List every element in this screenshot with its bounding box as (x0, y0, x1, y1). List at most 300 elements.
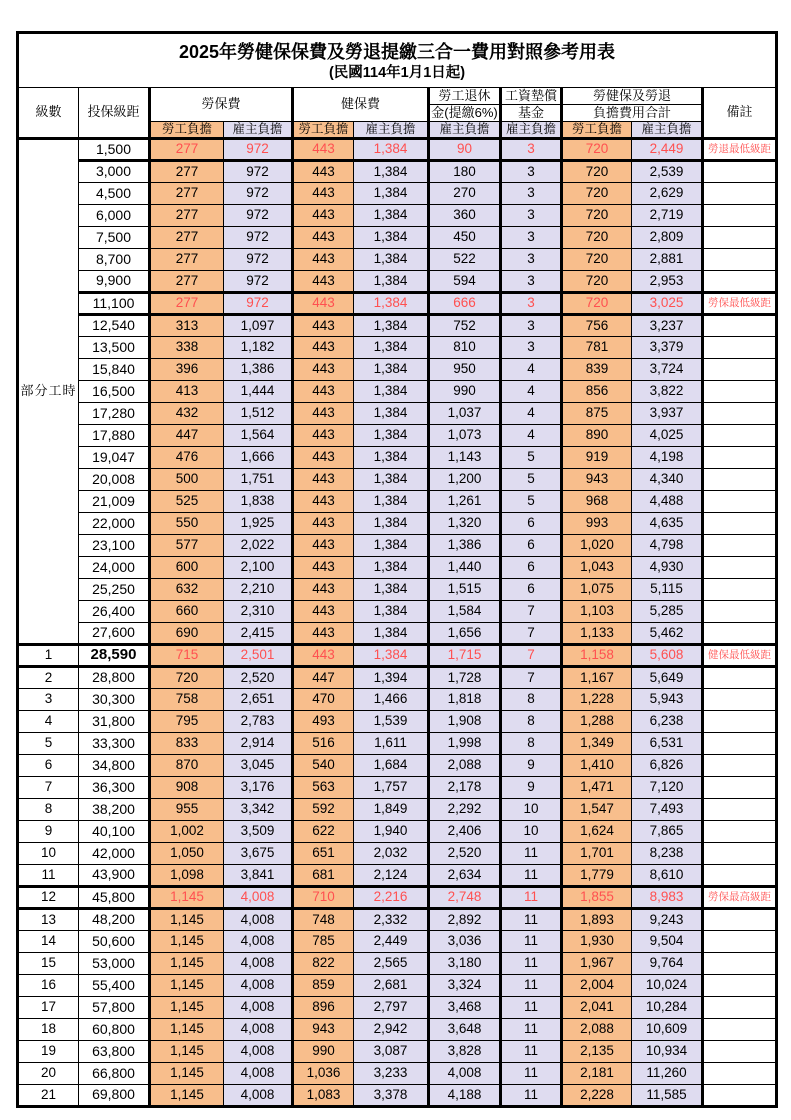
value-cell: 443 (293, 469, 354, 491)
subheader-pension-employer: 雇主負擔 (429, 122, 501, 139)
value-cell: 1,779 (562, 865, 632, 887)
value-cell: 715 (150, 645, 224, 667)
value-cell: 4,008 (224, 1019, 293, 1041)
value-cell: 5 (501, 469, 562, 491)
bracket-cell: 24,000 (79, 557, 150, 579)
level-cell: 5 (18, 733, 79, 755)
table-row (18, 887, 777, 909)
value-cell: 795 (150, 711, 224, 733)
header-row-1 (18, 88, 777, 105)
bracket-cell: 26,400 (79, 601, 150, 623)
value-cell: 1,684 (354, 755, 429, 777)
table-row (18, 843, 777, 865)
value-cell: 2,449 (632, 139, 703, 161)
table-row (18, 799, 777, 821)
value-cell: 666 (429, 293, 501, 315)
value-cell: 5,115 (632, 579, 703, 601)
table-row (18, 337, 777, 359)
col-header-wagefund-line2: 基金 (501, 105, 562, 122)
value-cell: 3 (501, 183, 562, 205)
value-cell: 8 (501, 711, 562, 733)
value-cell: 752 (429, 315, 501, 337)
value-cell: 3,379 (632, 337, 703, 359)
note-cell (703, 1063, 777, 1085)
level-cell: 4 (18, 711, 79, 733)
value-cell: 1,182 (224, 337, 293, 359)
value-cell: 2,651 (224, 689, 293, 711)
note-cell (703, 491, 777, 513)
value-cell: 11 (501, 931, 562, 953)
value-cell: 3,378 (354, 1085, 429, 1107)
value-cell: 2,565 (354, 953, 429, 975)
value-cell: 3,828 (429, 1041, 501, 1063)
level-cell: 16 (18, 975, 79, 997)
bracket-cell: 12,540 (79, 315, 150, 337)
table-body (18, 139, 777, 1107)
value-cell: 3,724 (632, 359, 703, 381)
bracket-cell: 28,800 (79, 667, 150, 689)
value-cell: 3 (501, 139, 562, 161)
subheader-total-employee: 勞工負擔 (562, 122, 632, 139)
value-cell: 720 (562, 271, 632, 293)
value-cell: 3 (501, 161, 562, 183)
value-cell: 443 (293, 337, 354, 359)
note-cell (703, 469, 777, 491)
value-cell: 1,893 (562, 909, 632, 931)
table-row (18, 183, 777, 205)
value-cell: 277 (150, 161, 224, 183)
note-cell (703, 205, 777, 227)
value-cell: 2,228 (562, 1085, 632, 1107)
value-cell: 1,384 (354, 557, 429, 579)
value-cell: 1,751 (224, 469, 293, 491)
value-cell: 1,394 (354, 667, 429, 689)
value-cell: 3 (501, 205, 562, 227)
value-cell: 875 (562, 403, 632, 425)
note-cell (703, 579, 777, 601)
value-cell: 1,656 (429, 623, 501, 645)
value-cell: 1,145 (150, 1019, 224, 1041)
value-cell: 11 (501, 843, 562, 865)
value-cell: 4,008 (224, 887, 293, 909)
value-cell: 1,384 (354, 271, 429, 293)
table-row (18, 645, 777, 667)
value-cell: 810 (429, 337, 501, 359)
value-cell: 2,681 (354, 975, 429, 997)
value-cell: 4 (501, 403, 562, 425)
note-cell (703, 1041, 777, 1063)
value-cell: 972 (224, 183, 293, 205)
value-cell: 3,180 (429, 953, 501, 975)
value-cell: 3,509 (224, 821, 293, 843)
value-cell: 1,384 (354, 623, 429, 645)
level-cell: 6 (18, 755, 79, 777)
value-cell: 690 (150, 623, 224, 645)
value-cell: 2,135 (562, 1041, 632, 1063)
value-cell: 6,826 (632, 755, 703, 777)
value-cell: 919 (562, 447, 632, 469)
value-cell: 3,324 (429, 975, 501, 997)
table-row (18, 821, 777, 843)
value-cell: 1,855 (562, 887, 632, 909)
value-cell: 2,210 (224, 579, 293, 601)
value-cell: 443 (293, 623, 354, 645)
value-cell: 972 (224, 249, 293, 271)
value-cell: 5,285 (632, 601, 703, 623)
value-cell: 6 (501, 513, 562, 535)
value-cell: 6,238 (632, 711, 703, 733)
note-cell (703, 337, 777, 359)
value-cell: 1,908 (429, 711, 501, 733)
value-cell: 943 (562, 469, 632, 491)
value-cell: 2,809 (632, 227, 703, 249)
value-cell: 748 (293, 909, 354, 931)
bracket-cell: 55,400 (79, 975, 150, 997)
subheader-health-employer: 雇主負擔 (354, 122, 429, 139)
level-cell: 20 (18, 1063, 79, 1085)
note-cell (703, 1085, 777, 1107)
value-cell: 8,983 (632, 887, 703, 909)
value-cell: 8,238 (632, 843, 703, 865)
value-cell: 2,124 (354, 865, 429, 887)
value-cell: 6 (501, 579, 562, 601)
value-cell: 4,008 (224, 953, 293, 975)
value-cell: 4,198 (632, 447, 703, 469)
value-cell: 1,145 (150, 909, 224, 931)
value-cell: 1,384 (354, 381, 429, 403)
note-cell (703, 249, 777, 271)
value-cell: 1,103 (562, 601, 632, 623)
value-cell: 2,501 (224, 645, 293, 667)
level-cell: 12 (18, 887, 79, 909)
value-cell: 11 (501, 887, 562, 909)
value-cell: 856 (562, 381, 632, 403)
level-cell: 2 (18, 667, 79, 689)
value-cell: 592 (293, 799, 354, 821)
subheader-health-employee: 勞工負擔 (293, 122, 354, 139)
value-cell: 7 (501, 601, 562, 623)
value-cell: 443 (293, 315, 354, 337)
value-cell: 277 (150, 139, 224, 161)
value-cell: 313 (150, 315, 224, 337)
value-cell: 443 (293, 359, 354, 381)
level-cell: 9 (18, 821, 79, 843)
bracket-cell: 43,900 (79, 865, 150, 887)
table-row (18, 733, 777, 755)
bracket-cell: 23,100 (79, 535, 150, 557)
note-cell (703, 359, 777, 381)
value-cell: 1,002 (150, 821, 224, 843)
value-cell: 5,462 (632, 623, 703, 645)
note-cell (703, 601, 777, 623)
value-cell: 11 (501, 1019, 562, 1041)
value-cell: 522 (429, 249, 501, 271)
value-cell: 1,384 (354, 645, 429, 667)
value-cell: 4,008 (224, 931, 293, 953)
value-cell: 2,415 (224, 623, 293, 645)
col-header-total-line2: 負擔費用合計 (562, 105, 703, 122)
table-row (18, 1063, 777, 1085)
value-cell: 2,181 (562, 1063, 632, 1085)
value-cell: 516 (293, 733, 354, 755)
value-cell: 9,243 (632, 909, 703, 931)
value-cell: 5 (501, 447, 562, 469)
value-cell: 443 (293, 491, 354, 513)
value-cell: 2,178 (429, 777, 501, 799)
value-cell: 890 (562, 425, 632, 447)
table-row (18, 623, 777, 645)
value-cell: 3 (501, 337, 562, 359)
subheader-labor-employee: 勞工負擔 (150, 122, 224, 139)
value-cell: 2,088 (429, 755, 501, 777)
level-cell: 1 (18, 645, 79, 667)
bracket-cell: 28,590 (79, 645, 150, 667)
title-row (18, 33, 777, 88)
value-cell: 277 (150, 271, 224, 293)
col-header-health-insurance: 健保費 (293, 88, 429, 122)
note-cell (703, 161, 777, 183)
value-cell: 1,584 (429, 601, 501, 623)
value-cell: 3 (501, 293, 562, 315)
value-cell: 1,410 (562, 755, 632, 777)
value-cell: 3,648 (429, 1019, 501, 1041)
value-cell: 1,512 (224, 403, 293, 425)
value-cell: 4,188 (429, 1085, 501, 1107)
value-cell: 1,384 (354, 491, 429, 513)
value-cell: 1,384 (354, 293, 429, 315)
bracket-cell: 7,500 (79, 227, 150, 249)
note-cell (703, 689, 777, 711)
value-cell: 7 (501, 667, 562, 689)
level-cell: 7 (18, 777, 79, 799)
value-cell: 2,088 (562, 1019, 632, 1041)
value-cell: 8 (501, 689, 562, 711)
value-cell: 681 (293, 865, 354, 887)
value-cell: 943 (293, 1019, 354, 1041)
col-header-labor-insurance: 勞保費 (150, 88, 293, 122)
value-cell: 2,100 (224, 557, 293, 579)
note-cell (703, 997, 777, 1019)
value-cell: 10,024 (632, 975, 703, 997)
bracket-cell: 11,100 (79, 293, 150, 315)
value-cell: 11 (501, 1085, 562, 1107)
value-cell: 1,097 (224, 315, 293, 337)
value-cell: 447 (150, 425, 224, 447)
table-row (18, 909, 777, 931)
value-cell: 10,284 (632, 997, 703, 1019)
value-cell: 7,120 (632, 777, 703, 799)
value-cell: 443 (293, 645, 354, 667)
note-cell (703, 865, 777, 887)
value-cell: 11 (501, 953, 562, 975)
note-cell (703, 975, 777, 997)
value-cell: 10 (501, 799, 562, 821)
value-cell: 413 (150, 381, 224, 403)
note-cell (703, 1019, 777, 1041)
value-cell: 7 (501, 623, 562, 645)
value-cell: 2,748 (429, 887, 501, 909)
value-cell: 1,930 (562, 931, 632, 953)
value-cell: 5,943 (632, 689, 703, 711)
level-cell: 11 (18, 865, 79, 887)
value-cell: 11 (501, 909, 562, 931)
value-cell: 1,715 (429, 645, 501, 667)
value-cell: 443 (293, 535, 354, 557)
value-cell: 1,050 (150, 843, 224, 865)
value-cell: 2,332 (354, 909, 429, 931)
value-cell: 1,020 (562, 535, 632, 557)
value-cell: 10,609 (632, 1019, 703, 1041)
value-cell: 443 (293, 139, 354, 161)
value-cell: 1,145 (150, 975, 224, 997)
value-cell: 9,764 (632, 953, 703, 975)
bracket-cell: 50,600 (79, 931, 150, 953)
note-cell (703, 909, 777, 931)
bracket-cell: 69,800 (79, 1085, 150, 1107)
value-cell: 1,384 (354, 403, 429, 425)
value-cell: 1,940 (354, 821, 429, 843)
value-cell: 360 (429, 205, 501, 227)
value-cell: 7,493 (632, 799, 703, 821)
value-cell: 720 (562, 249, 632, 271)
table-row (18, 227, 777, 249)
value-cell: 6 (501, 535, 562, 557)
value-cell: 2,032 (354, 843, 429, 865)
value-cell: 1,073 (429, 425, 501, 447)
value-cell: 1,611 (354, 733, 429, 755)
value-cell: 1,547 (562, 799, 632, 821)
value-cell: 8,610 (632, 865, 703, 887)
value-cell: 10,934 (632, 1041, 703, 1063)
value-cell: 11 (501, 997, 562, 1019)
value-cell: 3,087 (354, 1041, 429, 1063)
bracket-cell: 36,300 (79, 777, 150, 799)
value-cell: 2,041 (562, 997, 632, 1019)
table-row (18, 689, 777, 711)
value-cell: 833 (150, 733, 224, 755)
level-cell: 15 (18, 953, 79, 975)
table-row (18, 777, 777, 799)
value-cell: 4,635 (632, 513, 703, 535)
bracket-cell: 63,800 (79, 1041, 150, 1063)
value-cell: 756 (562, 315, 632, 337)
value-cell: 710 (293, 887, 354, 909)
value-cell: 443 (293, 579, 354, 601)
value-cell: 1,200 (429, 469, 501, 491)
table-row (18, 205, 777, 227)
level-cell: 18 (18, 1019, 79, 1041)
value-cell: 1,539 (354, 711, 429, 733)
value-cell: 2,310 (224, 601, 293, 623)
value-cell: 11 (501, 1063, 562, 1085)
bracket-cell: 17,280 (79, 403, 150, 425)
value-cell: 3,025 (632, 293, 703, 315)
note-cell (703, 623, 777, 645)
bracket-cell: 66,800 (79, 1063, 150, 1085)
value-cell: 1,384 (354, 139, 429, 161)
value-cell: 972 (224, 227, 293, 249)
value-cell: 1,564 (224, 425, 293, 447)
value-cell: 4 (501, 425, 562, 447)
value-cell: 1,925 (224, 513, 293, 535)
value-cell: 1,288 (562, 711, 632, 733)
value-cell: 1,384 (354, 535, 429, 557)
col-header-pension-line1: 勞工退休 (429, 88, 501, 105)
level-cell: 13 (18, 909, 79, 931)
value-cell: 632 (150, 579, 224, 601)
table-row (18, 667, 777, 689)
value-cell: 1,075 (562, 579, 632, 601)
col-header-total-line1: 勞健保及勞退 (562, 88, 703, 105)
value-cell: 3 (501, 315, 562, 337)
table-row (18, 447, 777, 469)
table-row (18, 249, 777, 271)
note-cell: 健保最低級距 (703, 645, 777, 667)
value-cell: 2,406 (429, 821, 501, 843)
bracket-cell: 30,300 (79, 689, 150, 711)
value-cell: 447 (293, 667, 354, 689)
value-cell: 1,145 (150, 1085, 224, 1107)
bracket-cell: 48,200 (79, 909, 150, 931)
value-cell: 577 (150, 535, 224, 557)
value-cell: 1,384 (354, 513, 429, 535)
bracket-cell: 13,500 (79, 337, 150, 359)
value-cell: 720 (562, 293, 632, 315)
table-row (18, 381, 777, 403)
bracket-cell: 38,200 (79, 799, 150, 821)
value-cell: 1,083 (293, 1085, 354, 1107)
value-cell: 2,629 (632, 183, 703, 205)
table-row (18, 579, 777, 601)
value-cell: 1,838 (224, 491, 293, 513)
value-cell: 443 (293, 293, 354, 315)
bracket-cell: 3,000 (79, 161, 150, 183)
value-cell: 2,634 (429, 865, 501, 887)
value-cell: 500 (150, 469, 224, 491)
premium-table (16, 31, 778, 1108)
value-cell: 600 (150, 557, 224, 579)
table-row (18, 997, 777, 1019)
value-cell: 2,539 (632, 161, 703, 183)
value-cell: 550 (150, 513, 224, 535)
value-cell: 443 (293, 183, 354, 205)
value-cell: 908 (150, 777, 224, 799)
value-cell: 1,701 (562, 843, 632, 865)
table-row (18, 755, 777, 777)
value-cell: 972 (224, 161, 293, 183)
value-cell: 450 (429, 227, 501, 249)
note-cell (703, 315, 777, 337)
value-cell: 972 (224, 271, 293, 293)
bracket-cell: 21,009 (79, 491, 150, 513)
value-cell: 993 (562, 513, 632, 535)
note-cell (703, 821, 777, 843)
value-cell: 896 (293, 997, 354, 1019)
value-cell: 968 (562, 491, 632, 513)
value-cell: 2,292 (429, 799, 501, 821)
value-cell: 3,176 (224, 777, 293, 799)
value-cell: 2,914 (224, 733, 293, 755)
value-cell: 4,008 (224, 975, 293, 997)
part-time-cell: 部分工時 (18, 139, 79, 645)
value-cell: 3,822 (632, 381, 703, 403)
bracket-cell: 33,300 (79, 733, 150, 755)
value-cell: 1,098 (150, 865, 224, 887)
value-cell: 1,228 (562, 689, 632, 711)
table-row (18, 469, 777, 491)
value-cell: 2,881 (632, 249, 703, 271)
value-cell: 870 (150, 755, 224, 777)
